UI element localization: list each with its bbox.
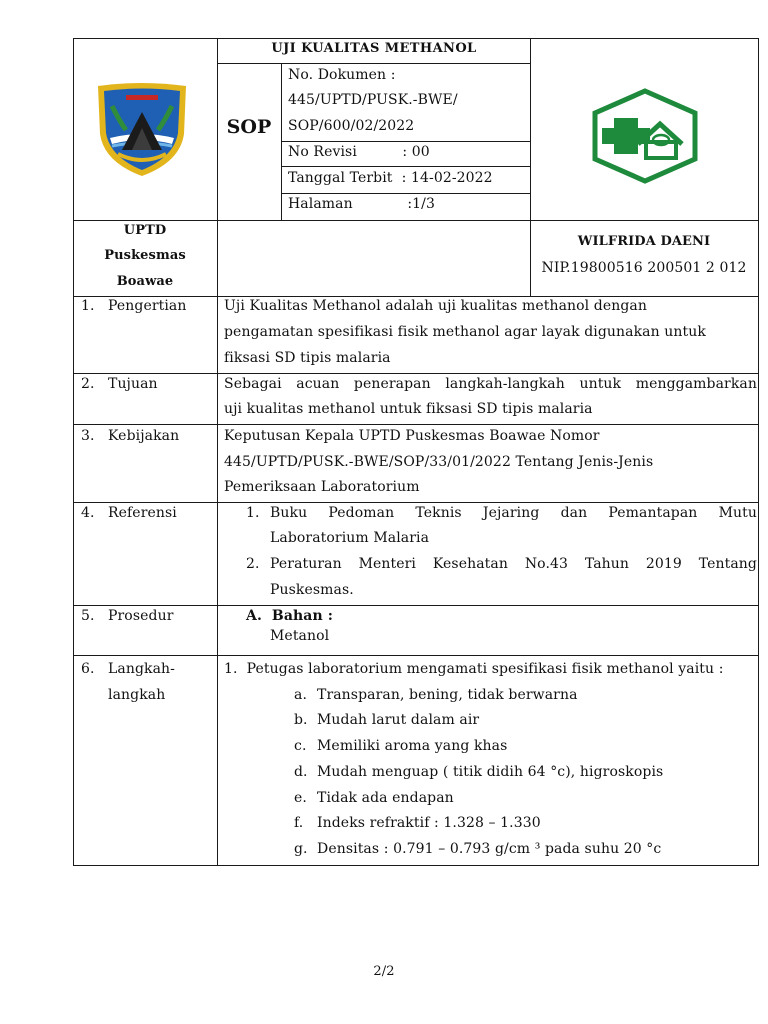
step-line: 1. Petugas laboratorium mengamati spesifikasi fisik methanol yaitu : [224, 661, 724, 677]
list-item-letter: c. [294, 738, 307, 754]
section-number: 5. [81, 608, 95, 624]
org-name-line2: Puskesmas [104, 248, 186, 263]
body-line: Pemeriksaan Laboratorium [224, 479, 420, 495]
list-item-letter: b. [294, 712, 308, 728]
list-item-text: Mudah larut dalam air [317, 712, 480, 728]
revision-number: No Revisi : 00 [288, 144, 430, 160]
document-title: UJI KUALITAS METHANOL [271, 41, 477, 56]
org-name-line3: Boawae [116, 274, 174, 289]
list-item-text: Peraturan Menteri Kesehatan No.43 Tahun 2019 Tentang [270, 556, 757, 572]
list-item-text: Mudah menguap ( titik didih 64 °c), higroskopis [317, 764, 664, 780]
section-label: Referensi [108, 505, 177, 521]
body-line: Sebagai acuan penerapan langkah-langkah untuk menggambarkan [224, 376, 757, 392]
doc-number-line1: 445/UPTD/PUSK.-BWE/ [288, 92, 458, 108]
section-label: Prosedur [108, 608, 174, 624]
list-item-letter: d. [294, 764, 308, 780]
section-label: langkah [108, 687, 166, 703]
section-number: 4. [81, 505, 95, 521]
section-label: Pengertian [108, 298, 187, 314]
left-logo [92, 82, 192, 178]
list-item-number: 1. [246, 505, 260, 521]
coat-of-arms-icon [92, 82, 192, 178]
list-item-text: Tidak ada endapan [317, 790, 454, 806]
list-item-text: Laboratorium Malaria [270, 530, 430, 546]
list-item-letter: f. [294, 815, 304, 831]
doc-number-line2: SOP/600/02/2022 [288, 118, 415, 134]
org-name-line1: UPTD [123, 223, 167, 238]
section-number: 2. [81, 376, 95, 392]
list-item-text: Memiliki aroma yang khas [317, 738, 508, 754]
list-item-text: Transparan, bening, tidak berwarna [317, 687, 578, 703]
signer-name: WILFRIDA DAENI [577, 234, 711, 249]
list-item-letter: g. [294, 841, 308, 857]
body-line: Uji Kualitas Methanol adalah uji kualitas methanol dengan [224, 298, 647, 314]
sub-heading: A. Bahan : [246, 608, 333, 624]
signer-nip: NIP.19800516 200501 2 012 [541, 260, 747, 276]
issue-date: Tanggal Terbit : 14-02-2022 [288, 170, 493, 186]
body-line: pengamatan spesifikasi fisik methanol agar layak digunakan untuk [224, 324, 706, 340]
body-line: uji kualitas methanol untuk fiksasi SD tipis malaria [224, 401, 593, 417]
body-line: fiksasi SD tipis malaria [224, 350, 391, 366]
list-item-text: Densitas : 0.791 – 0.793 g/cm ³ pada suhu 20 °c [317, 841, 662, 857]
list-item-text: Buku Pedoman Teknis Jejaring dan Pemantapan Mutu [270, 505, 757, 521]
page-number: 2/2 [373, 964, 395, 979]
section-label: Tujuan [108, 376, 158, 392]
section-number: 1. [81, 298, 95, 314]
body-line: 445/UPTD/PUSK.-BWE/SOP/33/01/2022 Tentang Jenis-Jenis [224, 454, 654, 470]
list-item-letter: e. [294, 790, 307, 806]
page-count: Halaman :1/3 [288, 196, 435, 212]
list-item-text: Puskesmas. [270, 582, 354, 598]
section-label: Kebijakan [108, 428, 180, 444]
section-number: 3. [81, 428, 95, 444]
sop-label: SOP [226, 116, 272, 138]
list-item-text: Indeks refraktif : 1.328 – 1.330 [317, 815, 541, 831]
green-cross-house-icon [590, 88, 700, 184]
section-number: 6. [81, 661, 95, 677]
body-line: Keputusan Kepala UPTD Puskesmas Boawae Nomor [224, 428, 600, 444]
doc-number-label: No. Dokumen : [288, 67, 396, 83]
list-item-letter: a. [294, 687, 307, 703]
list-item-number: 2. [246, 556, 260, 572]
sub-text: Metanol [270, 628, 330, 644]
section-label: Langkah- [108, 661, 175, 677]
right-logo [590, 88, 700, 184]
